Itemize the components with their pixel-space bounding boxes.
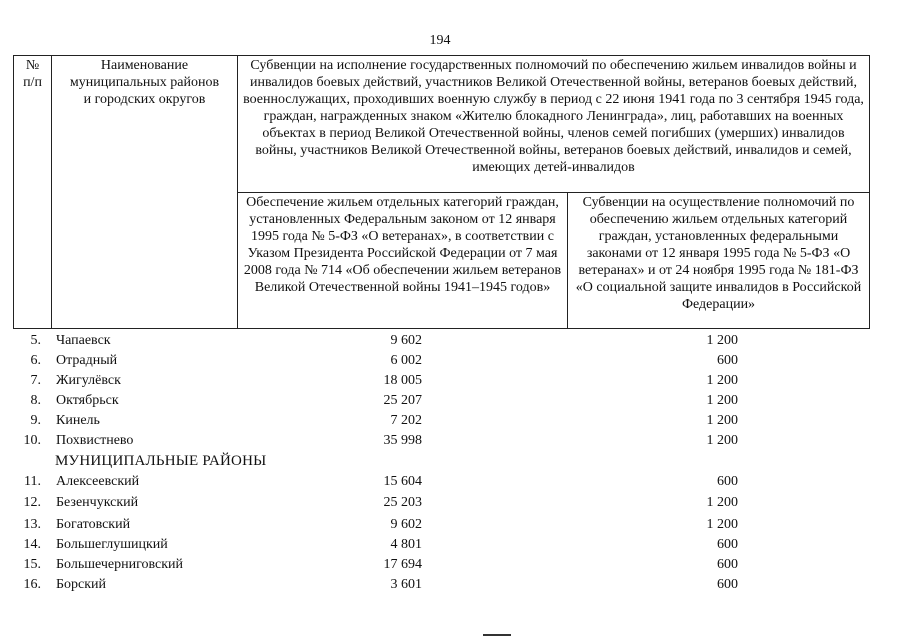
row-value-housing: 25 203 (383, 495, 422, 510)
section-title: МУНИЦИПАЛЬНЫЕ РАЙОНЫ (55, 453, 267, 469)
row-number: 8. (30, 393, 41, 408)
row-number: 16. (23, 577, 41, 592)
row-value-subvention: 600 (717, 557, 738, 572)
row-number: 15. (23, 557, 41, 572)
row-name: Чапаевск (56, 333, 111, 348)
row-value-subvention: 600 (717, 537, 738, 552)
table-row (0, 393, 905, 413)
row-name: Кинель (56, 413, 100, 428)
table-row (0, 433, 905, 453)
row-value-subvention: 1 200 (706, 413, 738, 428)
row-value-subvention: 600 (717, 474, 738, 489)
row-value-subvention: 1 200 (706, 517, 738, 532)
table-row (0, 474, 905, 494)
header-col-main: Субвенции на исполнение государственных полномочий по обеспечению жильем инвалидов войны и инвалидов боевых действий, участников Великой Отечественной войны, ветеранов боевых действий, военнослужащих, проходивших военную службу в период с 22 июня 1941 года по 3 сентября 1945 года, граждан, награжденных знаком «Жителю блокадного Ленинграда», лиц, работавших на военных объектах в период Великой Отечественной войны, членов семей погибших (умерших) инвалидов войны, участников Великой Отечественной войны, ветеранов боевых действий, инвалидов и семей, имеющих детей-инвалидов (238, 56, 870, 193)
row-value-housing: 17 694 (383, 557, 422, 572)
row-name: Борский (56, 577, 107, 592)
row-value-housing: 4 801 (390, 537, 422, 552)
row-number: 10. (23, 433, 41, 448)
table-row (0, 413, 905, 433)
row-value-housing: 6 002 (390, 353, 422, 368)
row-number: 9. (30, 413, 41, 428)
row-value-subvention: 1 200 (706, 373, 738, 388)
header-subcol-2: Субвенции на осуществление полномочий по обеспечению жильем отдельных категорий граждан, установленных федеральными законами от 12 января 1995 года № 5-ФЗ «О ветеранах» и от 24 ноября 1995 года № 181-ФЗ «О социальной защите инвалидов в Российской Федерации» (568, 193, 870, 329)
row-name: Безенчукский (56, 495, 139, 510)
table-row (0, 577, 905, 597)
page-number: 194 (429, 33, 451, 48)
row-number: 14. (23, 537, 41, 552)
table-row (0, 333, 905, 353)
row-value-housing: 15 604 (383, 474, 422, 489)
row-name: Октябрьск (56, 393, 119, 408)
row-name: Отрадный (56, 353, 118, 368)
row-number: 13. (23, 517, 41, 532)
table-row (0, 557, 905, 577)
row-value-housing: 3 601 (390, 577, 422, 592)
row-value-housing: 9 602 (390, 517, 422, 532)
row-name: Жигулёвск (56, 373, 121, 388)
row-number: 7. (30, 373, 41, 388)
row-number: 6. (30, 353, 41, 368)
row-value-subvention: 1 200 (706, 495, 738, 510)
footer-mark (483, 634, 511, 636)
row-number: 5. (30, 333, 41, 348)
row-value-housing: 7 202 (390, 413, 422, 428)
table-row (0, 373, 905, 393)
header-col-number: № п/п (14, 56, 52, 329)
row-number: 11. (24, 474, 41, 489)
row-value-housing: 9 602 (390, 333, 422, 348)
row-name: Большечерниговский (56, 557, 184, 572)
row-name: Большеглушицкий (56, 537, 168, 552)
row-value-housing: 18 005 (383, 373, 422, 388)
table-row (0, 353, 905, 373)
row-value-subvention: 600 (717, 353, 738, 368)
row-name: Алексеевский (56, 474, 140, 489)
header-subcol-1: Обеспечение жильем отдельных категорий граждан, установленных Федеральным законом от 12 января 1995 года № 5-ФЗ «О ветеранах», в соответствии с Указом Президента Российской Федерации от 7 мая 2008 года № 714 «Об обеспечении жильем ветеранов Великой Отечественной войны 1941–1945 годов» (238, 193, 568, 329)
table-row (0, 495, 905, 515)
row-value-subvention: 1 200 (706, 333, 738, 348)
table-row (0, 537, 905, 557)
table-row (0, 517, 905, 537)
header-table (13, 55, 870, 329)
row-name: Похвистнево (56, 433, 134, 448)
header-col-name: Наименование муниципальных районов и городских округов (52, 56, 238, 329)
row-number: 12. (23, 495, 41, 510)
row-value-subvention: 1 200 (706, 433, 738, 448)
row-value-subvention: 1 200 (706, 393, 738, 408)
row-value-subvention: 600 (717, 577, 738, 592)
row-name: Богатовский (56, 517, 131, 532)
row-value-housing: 35 998 (383, 433, 422, 448)
row-value-housing: 25 207 (383, 393, 422, 408)
